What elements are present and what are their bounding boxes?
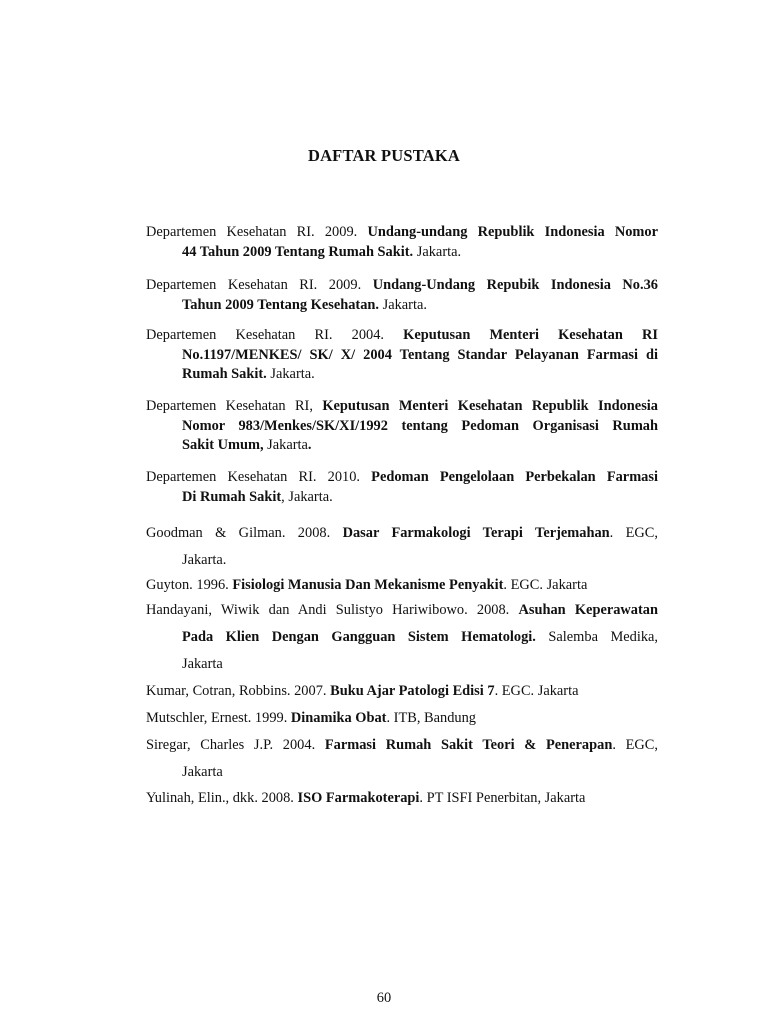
reference-line: Goodman & Gilman. 2008. Dasar Farmakologi Terapi Terjemahan. EGC,: [146, 525, 658, 541]
reference-line: Jakarta: [182, 764, 223, 780]
reference-entry: [146, 601, 658, 675]
reference-entry: [146, 468, 658, 507]
reference-line: Departemen Kesehatan RI. 2004. Keputusan Menteri Kesehatan RI: [146, 327, 658, 343]
reference-line: Di Rumah Sakit, Jakarta.: [182, 488, 333, 505]
reference-line: Departemen Kesehatan RI. 2010. Pedoman Pengelolaan Perbekalan Farmasi: [146, 469, 658, 485]
reference-line: Nomor 983/Menkes/SK/XI/1992 tentang Pedoman Organisasi Rumah: [182, 417, 658, 434]
reference-entry: [146, 223, 658, 262]
reference-entry: [146, 682, 658, 702]
reference-line: Rumah Sakit. Jakarta.: [182, 366, 315, 382]
reference-line: Yulinah, Elin., dkk. 2008. ISO Farmakoterapi. PT ISFI Penerbitan, Jakarta: [146, 790, 586, 806]
reference-entry: [146, 789, 658, 809]
reference-entry: [146, 326, 658, 385]
reference-line: Kumar, Cotran, Robbins. 2007. Buku Ajar Patologi Edisi 7. EGC. Jakarta: [146, 683, 579, 699]
reference-line: 44 Tahun 2009 Tentang Rumah Sakit. Jakarta.: [182, 243, 462, 260]
reference-entry: [146, 276, 658, 315]
reference-line: Handayani, Wiwik dan Andi Sulistyo Hariwibowo. 2008. Asuhan Keperawatan: [146, 602, 658, 618]
reference-entry: [146, 524, 658, 571]
reference-line: Jakarta: [182, 656, 223, 672]
reference-line: Sakit Umum, Jakarta.: [182, 437, 312, 453]
reference-line: Tahun 2009 Tentang Kesehatan. Jakarta.: [182, 296, 427, 313]
reference-entry: [146, 709, 658, 729]
page-number: 60: [376, 990, 392, 1006]
reference-line: Jakarta.: [182, 552, 227, 568]
reference-line: No.1197/MENKES/ SK/ X/ 2004 Tentang Standar Pelayanan Farmasi di: [182, 346, 658, 363]
reference-line: Pada Klien Dengan Gangguan Sistem Hematologi. Salemba Medika,: [182, 629, 659, 645]
reference-line: Departemen Kesehatan RI. 2009. Undang-undang Republik Indonesia Nomor: [146, 224, 658, 240]
reference-line: Departemen Kesehatan RI, Keputusan Menteri Kesehatan Republik Indonesia: [146, 398, 658, 414]
reference-line: Departemen Kesehatan RI. 2009. Undang-Undang Repubik Indonesia No.36: [146, 277, 658, 293]
reference-entry: [146, 576, 658, 596]
page-title: DAFTAR PUSTAKA: [307, 146, 461, 165]
reference-line: Siregar, Charles J.P. 2004. Farmasi Rumah Sakit Teori & Penerapan. EGC,: [146, 737, 659, 753]
reference-entry: [146, 397, 658, 456]
reference-line: Mutschler, Ernest. 1999. Dinamika Obat. ITB, Bandung: [146, 710, 477, 726]
reference-line: Guyton. 1996. Fisiologi Manusia Dan Mekanisme Penyakit. EGC. Jakarta: [146, 577, 588, 593]
reference-entry: [146, 736, 658, 783]
